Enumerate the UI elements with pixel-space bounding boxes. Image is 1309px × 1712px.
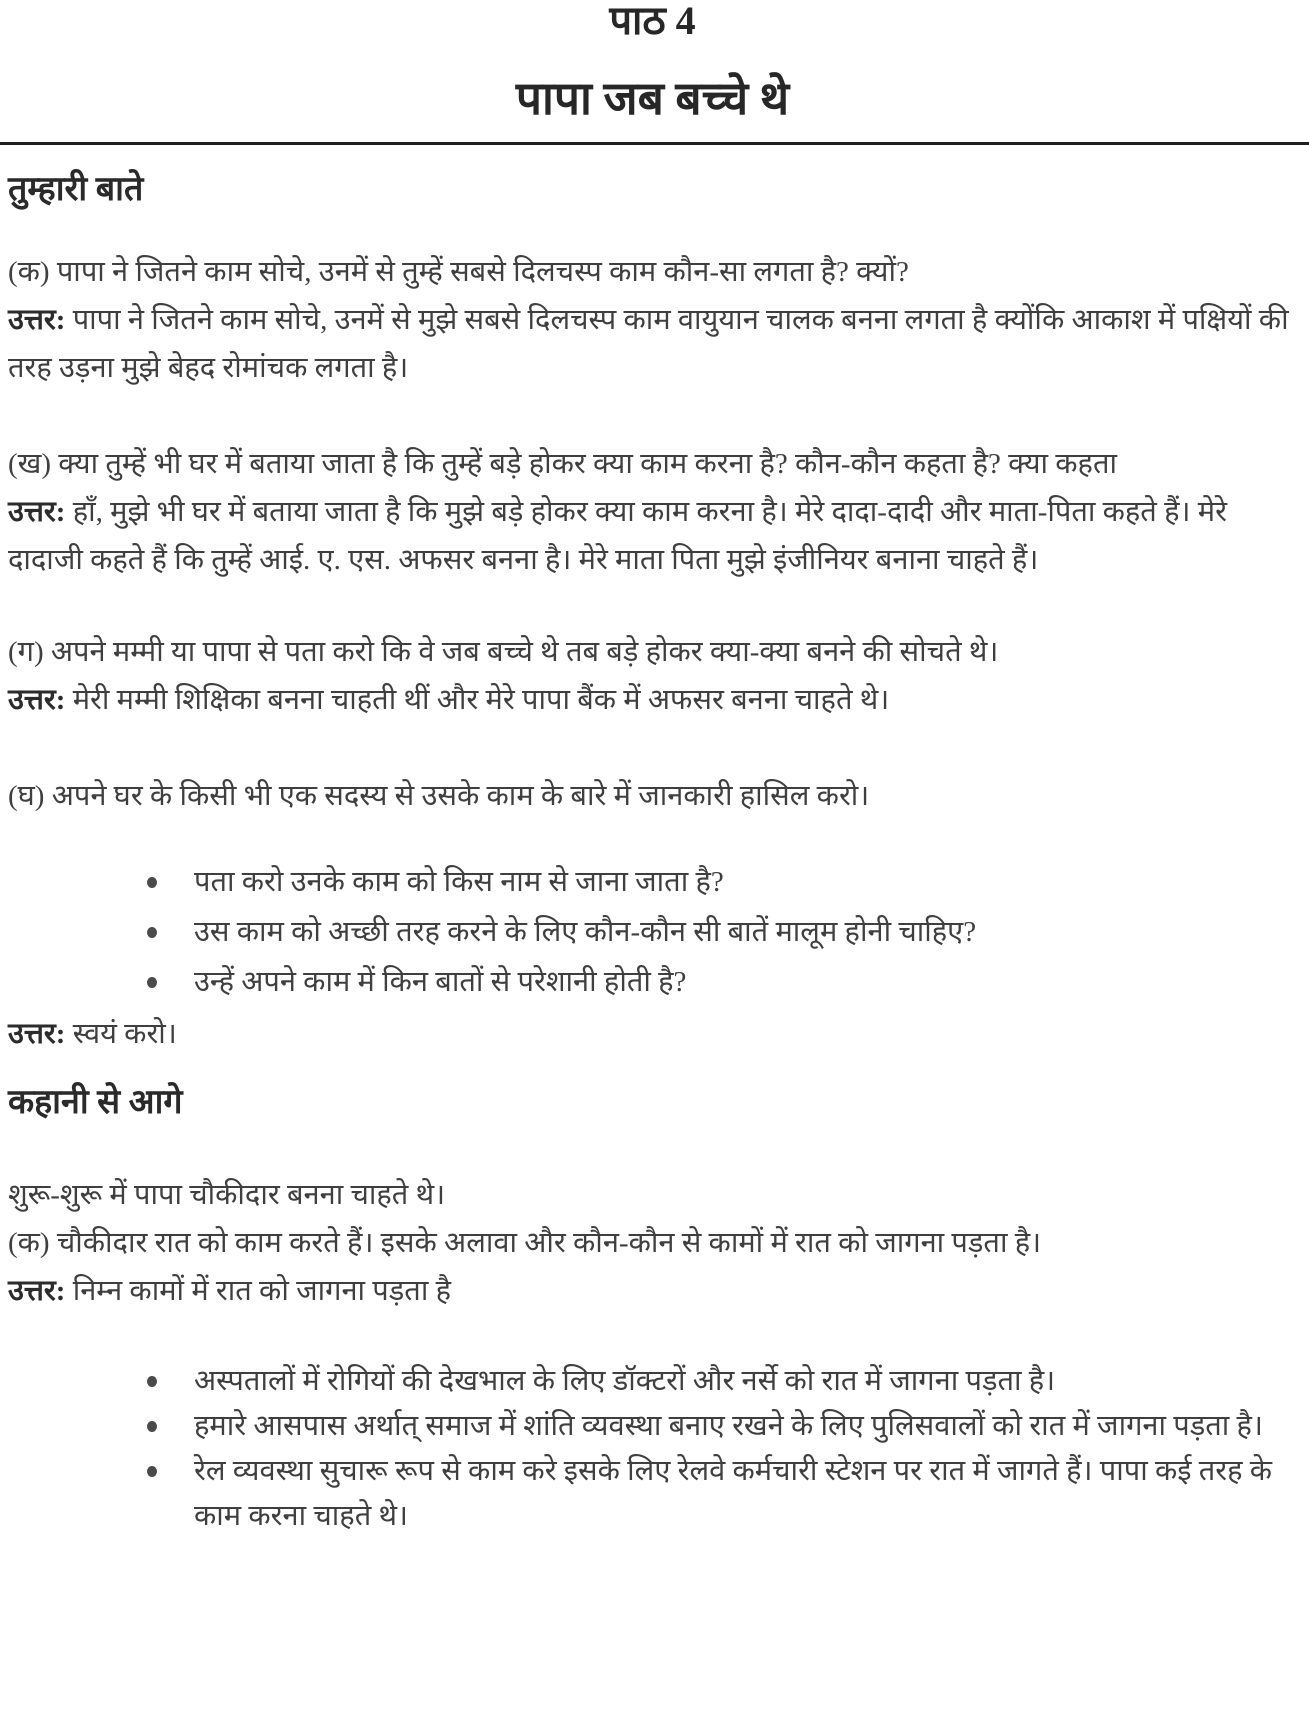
qa-block-ga [8, 628, 1297, 724]
question-gha: (घ) अपने घर के किसी भी एक सदस्य से उसके काम के बारे में जानकारी हासिल करो। [8, 780, 870, 812]
section-heading-tumhari-bate: तुम्हारी बाते [8, 171, 144, 208]
list-item: पता करो उनके काम को किस नाम से जाना जाता है? [194, 860, 1297, 905]
answer-chaukidar-intro [8, 1267, 1297, 1315]
qa-block-ka [8, 248, 1297, 392]
answer-gha [8, 1010, 1297, 1058]
answer-text-ga: मेरी मम्मी शिक्षिका बनना चाहती थीं और मेरे पापा बैंक में अफसर बनना चाहते थे। [72, 684, 890, 716]
answer-ga [8, 676, 1297, 724]
section-heading-kahani-se-aage: कहानी से आगे [8, 1084, 183, 1121]
answer-ka [8, 296, 1297, 392]
qa-block-chaukidar [8, 1171, 1297, 1315]
question-chaukidar: (क) चौकीदार रात को काम करते हैं। इसके अलावा और कौन-कौन से कामों में रात को जागना पड़ता है। [8, 1227, 1042, 1259]
list-item: उन्हें अपने काम में किन बातों से परेशानी होती है? [194, 960, 1297, 1005]
answer-intro-text: निम्न कामों में रात को जागना पड़ता है [72, 1275, 451, 1307]
answer-text-kha: हाँ, मुझे भी घर में बताया जाता है कि मुझे बड़े होकर क्या काम करना है। मेरे दादा-दादी और माता-पिता कहते हैं। मेरे दादाजी कहते हैं कि तुम्हें आई. ए. एस. अफसर बनना है। मेरे माता पिता मुझे इंजीनियर बनाना चाहते हैं। [8, 496, 1227, 576]
question-ka: (क) पापा ने जितने काम सोचे, उनमें से तुम्हें सबसे दिलचस्प काम कौन-सा लगता है? क्यों? [8, 256, 909, 288]
list-item: अस्पतालों में रोगियों की देखभाल के लिए डॉक्टरों और नर्से को रात में जागना पड़ता है। [194, 1359, 1297, 1404]
question-ga: (ग) अपने मम्मी या पापा से पता करो कि वे जब बच्चे थे तब बड़े होकर क्या-क्या बनने की सोचते थे। [8, 636, 999, 668]
chapter-title: पापा जब बच्चे थे [515, 73, 790, 124]
list-item: हमारे आसपास अर्थात् समाज में शांति व्यवस्था बनाए रखने के लिए पुलिसवालों को रात में जागना पड़ता है। [194, 1404, 1297, 1449]
section-kahani-se-aage [8, 1080, 1297, 1539]
list-item: उस काम को अच्छी तरह करने के लिए कौन-कौन सी बातें मालूम होनी चाहिए? [194, 910, 1297, 955]
title-divider [0, 142, 1309, 145]
answer-label: उत्तर: [8, 1275, 66, 1307]
answer-text-ka: पापा ने जितने काम सोचे, उनमें से मुझे सबसे दिलचस्प काम वायुयान चालक बनना लगता है क्योंकि आकाश में पक्षियों की तरह उड़ना मुझे बेहद रोमांचक लगता है। [8, 304, 1289, 384]
chapter-heading: पाठ 4 [609, 0, 696, 43]
answer-text-gha: स्वयं करो। [72, 1018, 177, 1050]
night-jobs-bullet-list [8, 1359, 1297, 1539]
gha-bullet-list [8, 860, 1297, 1005]
answer-label: उत्तर: [8, 496, 66, 528]
story-intro: शुरू-शुरू में पापा चौकीदार बनना चाहते थे। [8, 1179, 446, 1211]
qa-block-kha [8, 440, 1297, 584]
question-kha: (ख) क्या तुम्हें भी घर में बताया जाता है कि तुम्हें बड़े होकर क्या काम करना है? कौन-कौन कहता है? क्या कहता [8, 448, 1117, 480]
answer-label: उत्तर: [8, 304, 66, 336]
answer-kha [8, 488, 1297, 584]
section-tumhari-bate [8, 167, 1297, 1058]
list-item: रेल व्यवस्था सुचारू रूप से काम करे इसके लिए रेलवे कर्मचारी स्टेशन पर रात में जागते हैं। पापा कई तरह के काम करना चाहते थे। [194, 1449, 1297, 1539]
answer-label: उत्तर: [8, 1018, 66, 1050]
answer-label: उत्तर: [8, 684, 66, 716]
